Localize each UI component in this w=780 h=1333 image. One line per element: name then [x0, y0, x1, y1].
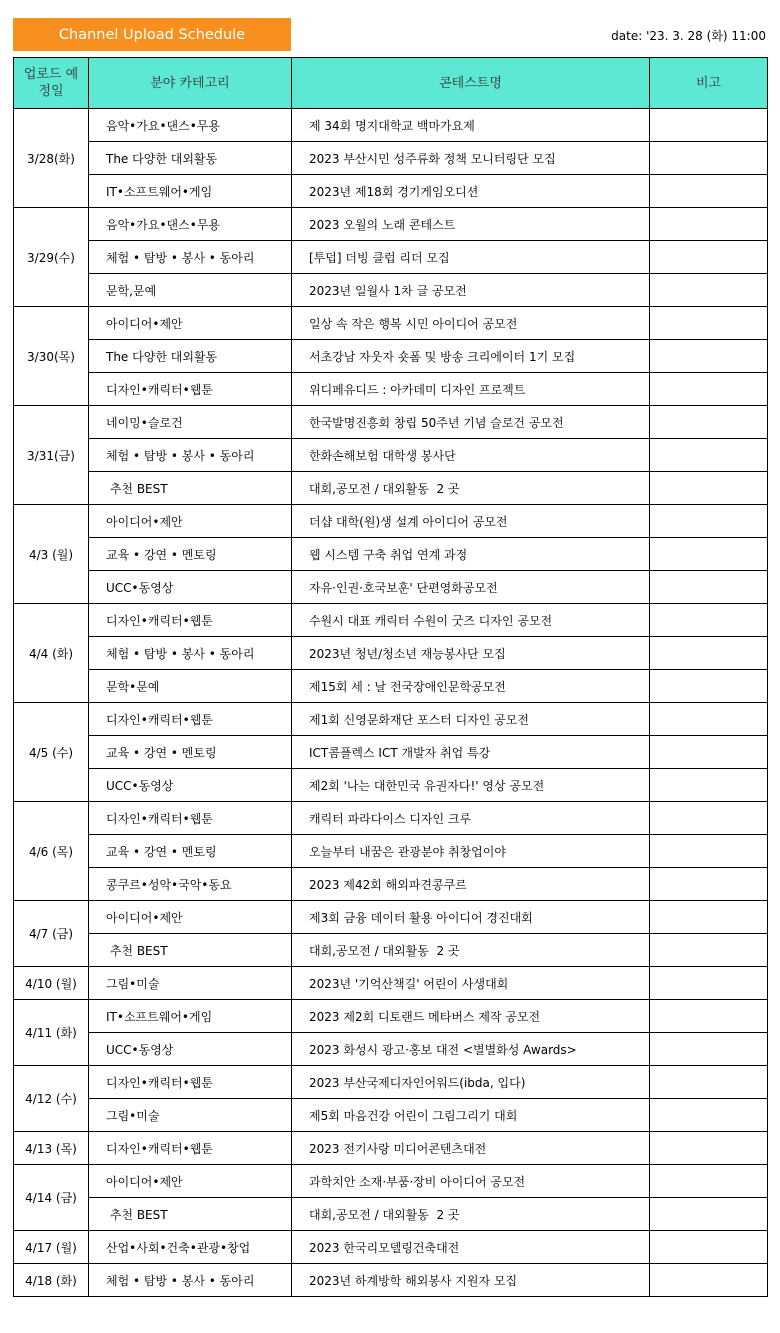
contest-name-cell: 2023 전기사랑 미디어콘텐츠대전 [292, 1132, 650, 1165]
category-cell: 아이디어•제안 [89, 307, 292, 340]
schedule-title: Channel Upload Schedule [13, 18, 291, 51]
note-cell [650, 274, 768, 307]
schedule-body [14, 109, 768, 1297]
contest-name-cell: 2023 제2회 디토랜드 메타버스 제작 공모전 [292, 1000, 650, 1033]
upload-date-cell: 4/11 (화) [14, 1000, 89, 1066]
category-cell: 교육 • 강연 • 멘토링 [89, 538, 292, 571]
table-row [14, 307, 768, 340]
header-row [14, 58, 768, 109]
contest-name-cell: 2023 한국리모델링건축대전 [292, 1231, 650, 1264]
category-cell: 추천 BEST [89, 1198, 292, 1231]
category-cell: 체험 • 탐방 • 봉사 • 동아리 [89, 1264, 292, 1297]
category-cell: IT•소프트웨어•게임 [89, 175, 292, 208]
category-cell: UCC•동영상 [89, 571, 292, 604]
contest-name-cell: 제2회 '나는 대한민국 유권자다!' 영상 공모전 [292, 769, 650, 802]
note-cell [650, 1066, 768, 1099]
category-cell: 체험 • 탐방 • 봉사 • 동아리 [89, 241, 292, 274]
contest-name-cell: 제15회 세 : 날 전국장애인문학공모전 [292, 670, 650, 703]
note-cell [650, 571, 768, 604]
contest-name-cell: 한화손해보험 대학생 봉사단 [292, 439, 650, 472]
upload-date-cell: 4/12 (수) [14, 1066, 89, 1132]
table-row [14, 637, 768, 670]
upload-date-cell: 4/7 (금) [14, 901, 89, 967]
table-row [14, 835, 768, 868]
note-cell [650, 340, 768, 373]
table-row [14, 406, 768, 439]
note-cell [650, 439, 768, 472]
category-cell: 체험 • 탐방 • 봉사 • 동아리 [89, 637, 292, 670]
contest-name-cell: ICT콤플렉스 ICT 개발자 취업 특강 [292, 736, 650, 769]
category-cell: 디자인•캐릭터•웹툰 [89, 703, 292, 736]
category-cell: UCC•동영상 [89, 769, 292, 802]
table-row [14, 175, 768, 208]
note-cell [650, 1033, 768, 1066]
note-cell [650, 670, 768, 703]
table-row [14, 802, 768, 835]
note-cell [650, 373, 768, 406]
category-cell: 디자인•캐릭터•웹툰 [89, 604, 292, 637]
col-header-category: 분야 카테고리 [89, 58, 292, 109]
contest-name-cell: 제1회 신영문화재단 포스터 디자인 공모전 [292, 703, 650, 736]
table-row [14, 142, 768, 175]
table-row [14, 1231, 768, 1264]
table-row [14, 1264, 768, 1297]
contest-name-cell: 대회,공모전 / 대외활동 2 곳 [292, 472, 650, 505]
contest-name-cell: [투덥] 더빙 클럽 리더 모집 [292, 241, 650, 274]
note-cell [650, 208, 768, 241]
table-row [14, 109, 768, 142]
table-row [14, 1132, 768, 1165]
contest-name-cell: 대회,공모전 / 대외활동 2 곳 [292, 1198, 650, 1231]
category-cell: 음악•가요•댄스•무용 [89, 208, 292, 241]
contest-name-cell: 제3회 금융 데이터 활용 아이디어 경진대회 [292, 901, 650, 934]
category-cell: 추천 BEST [89, 472, 292, 505]
contest-name-cell: 2023년 청년/청소년 재능봉사단 모집 [292, 637, 650, 670]
category-cell: 체험 • 탐방 • 봉사 • 동아리 [89, 439, 292, 472]
upload-date-cell: 4/3 (월) [14, 505, 89, 604]
table-row [14, 901, 768, 934]
col-header-contest: 콘테스트명 [292, 58, 650, 109]
category-cell: 아이디어•제안 [89, 505, 292, 538]
contest-name-cell: 2023 부산국제디자인어워드(ibda, 입다) [292, 1066, 650, 1099]
note-cell [650, 1165, 768, 1198]
contest-name-cell: 2023년 일월사 1차 글 공모전 [292, 274, 650, 307]
category-cell: 교육 • 강연 • 멘토링 [89, 736, 292, 769]
note-cell [650, 604, 768, 637]
note-cell [650, 901, 768, 934]
note-cell [650, 934, 768, 967]
note-cell [650, 505, 768, 538]
note-cell [650, 1000, 768, 1033]
contest-name-cell: 웹 시스템 구축 취업 연계 과정 [292, 538, 650, 571]
note-cell [650, 1231, 768, 1264]
contest-name-cell: 일상 속 작은 행복 시민 아이디어 공모전 [292, 307, 650, 340]
category-cell: 디자인•캐릭터•웹툰 [89, 1066, 292, 1099]
note-cell [650, 142, 768, 175]
note-cell [650, 736, 768, 769]
table-row [14, 967, 768, 1000]
category-cell: The 다양한 대외활동 [89, 142, 292, 175]
contest-name-cell: 한국발명진흥회 창립 50주년 기념 슬로건 공모전 [292, 406, 650, 439]
contest-name-cell: 2023년 '기억산책길' 어린이 사생대회 [292, 967, 650, 1000]
table-row [14, 439, 768, 472]
note-cell [650, 307, 768, 340]
contest-name-cell: 2023 오월의 노래 콘테스트 [292, 208, 650, 241]
upload-date-cell: 3/30(목) [14, 307, 89, 406]
note-cell [650, 1198, 768, 1231]
note-cell [650, 967, 768, 1000]
contest-name-cell: 제 34회 명지대학교 백마가요제 [292, 109, 650, 142]
contest-name-cell: 2023 화성시 광고·홍보 대전 <별별화성 Awards> [292, 1033, 650, 1066]
table-row [14, 1066, 768, 1099]
table-row [14, 208, 768, 241]
contest-name-cell: 위디페유디드 : 아카데미 디자인 프로젝트 [292, 373, 650, 406]
schedule-table [13, 57, 768, 1297]
category-cell: 그림•미술 [89, 967, 292, 1000]
table-row [14, 1000, 768, 1033]
upload-date-cell: 3/31(금) [14, 406, 89, 505]
category-cell: 그림•미술 [89, 1099, 292, 1132]
upload-date-cell: 3/29(수) [14, 208, 89, 307]
upload-date-cell: 4/13 (목) [14, 1132, 89, 1165]
col-header-note: 비고 [650, 58, 768, 109]
contest-name-cell: 캐릭터 파라다이스 디자인 크루 [292, 802, 650, 835]
upload-date-cell: 4/10 (월) [14, 967, 89, 1000]
note-cell [650, 1132, 768, 1165]
note-cell [650, 241, 768, 274]
category-cell: The 다양한 대외활동 [89, 340, 292, 373]
table-row [14, 571, 768, 604]
table-row [14, 274, 768, 307]
upload-date-cell: 3/28(화) [14, 109, 89, 208]
table-row [14, 736, 768, 769]
table-row [14, 538, 768, 571]
table-row [14, 703, 768, 736]
upload-date-cell: 4/14 (금) [14, 1165, 89, 1231]
contest-name-cell: 2023년 제18회 경기게임오디션 [292, 175, 650, 208]
table-row [14, 1198, 768, 1231]
note-cell [650, 868, 768, 901]
note-cell [650, 538, 768, 571]
table-row [14, 373, 768, 406]
note-cell [650, 1264, 768, 1297]
col-header-date: 업로드 예정일 [14, 58, 89, 109]
note-cell [650, 406, 768, 439]
contest-name-cell: 자유·인권·호국보훈' 단편영화공모전 [292, 571, 650, 604]
note-cell [650, 802, 768, 835]
category-cell: 음악•가요•댄스•무용 [89, 109, 292, 142]
table-row [14, 340, 768, 373]
note-cell [650, 109, 768, 142]
table-row [14, 868, 768, 901]
category-cell: 디자인•캐릭터•웹툰 [89, 802, 292, 835]
category-cell: 디자인•캐릭터•웹툰 [89, 1132, 292, 1165]
contest-name-cell: 2023 부산시민 성주류화 정책 모니터링단 모집 [292, 142, 650, 175]
upload-date-cell: 4/6 (목) [14, 802, 89, 901]
note-cell [650, 1099, 768, 1132]
contest-name-cell: 2023 제42회 해외파견콩쿠르 [292, 868, 650, 901]
note-cell [650, 637, 768, 670]
table-row [14, 769, 768, 802]
category-cell: 추천 BEST [89, 934, 292, 967]
category-cell: 디자인•캐릭터•웹툰 [89, 373, 292, 406]
table-row [14, 1165, 768, 1198]
table-row [14, 1033, 768, 1066]
table-row [14, 241, 768, 274]
category-cell: 아이디어•제안 [89, 1165, 292, 1198]
category-cell: 문학•문예 [89, 670, 292, 703]
note-cell [650, 472, 768, 505]
note-cell [650, 175, 768, 208]
table-row [14, 505, 768, 538]
category-cell: 산업•사회•건축•관광•창업 [89, 1231, 292, 1264]
category-cell: 콩쿠르•성악•국악•동요 [89, 868, 292, 901]
contest-name-cell: 2023년 하계방학 해외봉사 지원자 모집 [292, 1264, 650, 1297]
note-cell [650, 769, 768, 802]
upload-date-cell: 4/4 (화) [14, 604, 89, 703]
category-cell: 네이밍•슬로건 [89, 406, 292, 439]
schedule-date: date: '23. 3. 28 (화) 11:00 [611, 29, 766, 43]
contest-name-cell: 수원시 대표 캐릭터 수원이 굿즈 디자인 공모전 [292, 604, 650, 637]
table-row [14, 472, 768, 505]
category-cell: 아이디어•제안 [89, 901, 292, 934]
contest-name-cell: 더샵 대학(원)생 설계 아이디어 공모전 [292, 505, 650, 538]
contest-name-cell: 오늘부터 내꿈은 관광분야 취창업이야 [292, 835, 650, 868]
category-cell: 교육 • 강연 • 멘토링 [89, 835, 292, 868]
table-row [14, 670, 768, 703]
upload-date-cell: 4/18 (화) [14, 1264, 89, 1297]
category-cell: UCC•동영상 [89, 1033, 292, 1066]
table-row [14, 1099, 768, 1132]
table-row [14, 604, 768, 637]
note-cell [650, 703, 768, 736]
contest-name-cell: 제5회 마음건강 어린이 그림그리기 대회 [292, 1099, 650, 1132]
category-cell: 문학,문예 [89, 274, 292, 307]
contest-name-cell: 과학치안 소재·부품·장비 아이디어 공모전 [292, 1165, 650, 1198]
upload-date-cell: 4/5 (수) [14, 703, 89, 802]
table-row [14, 934, 768, 967]
category-cell: IT•소프트웨어•게임 [89, 1000, 292, 1033]
note-cell [650, 835, 768, 868]
upload-date-cell: 4/17 (월) [14, 1231, 89, 1264]
contest-name-cell: 서초강남 자웃자 숏폼 및 방송 크리에이터 1기 모집 [292, 340, 650, 373]
contest-name-cell: 대회,공모전 / 대외활동 2 곳 [292, 934, 650, 967]
